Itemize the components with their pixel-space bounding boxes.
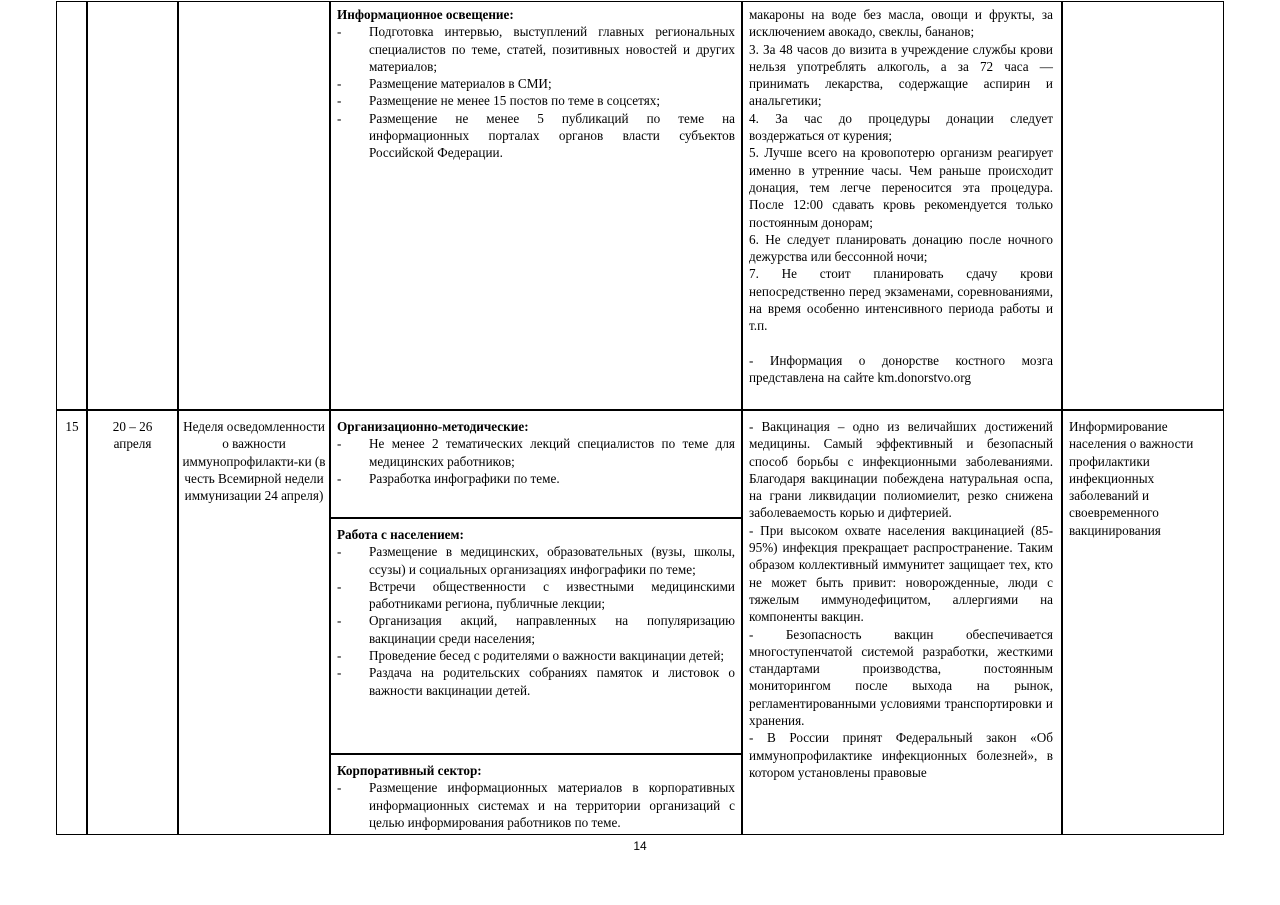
list-item: - Встречи общественности с известными медицинскими работниками региона, публичные лекции; [337,578,735,612]
fact-line: - Вакцинация – одно из величайших достижений медицины. Самый эффективный и безопасный способ борьбы с инфекционными заболеваниями. Благодаря вакцинации побеждена натуральная оспа, на грани ликвидации полиомиелит, резко снижена заболеваемость корью и дифтерией. [749,419,1053,521]
cell-population-work [329,517,743,755]
org-section-title: Организационно-методические: [337,419,529,434]
page-number: 14 [633,839,647,853]
fact-line: 5. Лучше всего на кровопотерю организм реагирует именно в утренние часы. Чем раньше происходит донация, тем легче переносится эта процедура. После 12:00 сдавать кровь рекомендуется только постоянным донорам; [749,145,1053,230]
list-item: - Размещение не менее 15 постов по теме в соцсетях; [337,93,661,109]
list-item: - Размещение информационных материалов в корпоративных информационных системах и на территории организаций с целью информирования работников по теме. [337,780,735,830]
cell-org-methodical [329,409,743,519]
list-item: - Разработка инфографики по теме. [337,470,560,486]
cell-dates-prev [86,1,179,411]
fact-line: - При высоком охвате населения вакцинацией (85-95%) инфекция прекращает распространение. Таким образом коллективный иммунитет защищает тех, кто не может быть привит: новорожденные, люди с тяжелым иммунодефицитом, аллергиями на компоненты вакцин. [749,522,1053,625]
list-item: - Размещение в медицинских, образовательных (вузы, школы, ссузы) и социальных организациях инфографики по теме; [337,544,735,577]
list-item: - Организация акций, направленных на популяризацию вакцинации среди населения; [337,613,735,646]
fact-line: - Безопасность вакцин обеспечивается многоступенчатой системой разработки, жесткими стандартами производства, постоянным мониторингом после выхода на рынок, регламентированными условиями транспортировки и хранения. [749,626,1053,729]
cell-activities-prev [329,1,743,411]
list-item: - Подготовка интервью, выступлений главных региональных специалистов по теме, статей, позитивных новостей и других материалов; [337,24,735,74]
fact-line: 4. За час до процедуры донации следует воздержаться от курения; [749,110,1053,144]
events-table [56,1,1224,835]
fact-line: 6. Не следует планировать донацию после ночного дежурства или бессонной ночи; [749,231,1053,265]
fact-line: 3. За 48 часов до визита в учреждение службы крови нельзя употреблять алкоголь, а за 72 часа — принимать лекарства, содержащие аспирин и анальгетики; [749,41,1053,109]
list-item: - Размещение материалов в СМИ; [337,76,552,92]
cell-corporate-sector [329,753,743,835]
list-item: - Размещение не менее 5 публикаций по теме на информационных порталах органов власти субъектов Российской Федерации. [337,110,735,161]
cell-dates: 20 – 26 апреля [86,409,179,835]
cell-goal: Информирование населения о важности профилактики инфекционных заболеваний и своевременного вакцинирования [1061,409,1224,835]
cell-facts [741,409,1063,835]
fact-line: 7. Не стоит планировать сдачу крови непосредственно перед экзаменами, соревнованиями, на время особенно интенсивного периода работы и т.п. [749,266,1053,334]
info-section-title: Информационное освещение: [337,7,514,22]
list-item: - Проведение бесед с родителями о важности вакцинации детей; [337,648,725,664]
cell-facts-prev [741,1,1063,411]
cell-event-prev [177,1,331,411]
pop-section-title: Работа с населением: [337,527,464,542]
corp-section-title: Корпоративный сектор: [337,763,482,778]
cell-num: 15 [56,409,88,835]
list-item: - Не менее 2 тематических лекций специалистов по теме для медицинских работников; [337,436,735,469]
list-item: - Раздача на родительских собраниях памяток и листовок о важности вакцинации детей. [337,665,735,698]
fact-line: - В России принят Федеральный закон «Об иммунопрофилактике инфекционных болезней», в котором установлены правовые [749,730,1053,780]
cell-num-prev [56,1,88,411]
cell-goal-prev [1061,1,1224,411]
fact-line: - Информация о донорстве костного мозга представлена на сайте km.donorstvo.org [749,352,1053,385]
cell-event: Неделя осведомленности о важности иммунопрофилакти-ки (в честь Всемирной недели иммунизации 24 апреля) [177,409,331,835]
fact-line: макароны на воде без масла, овощи и фрукты, за исключением авокадо, свеклы, бананов; [749,7,1053,40]
